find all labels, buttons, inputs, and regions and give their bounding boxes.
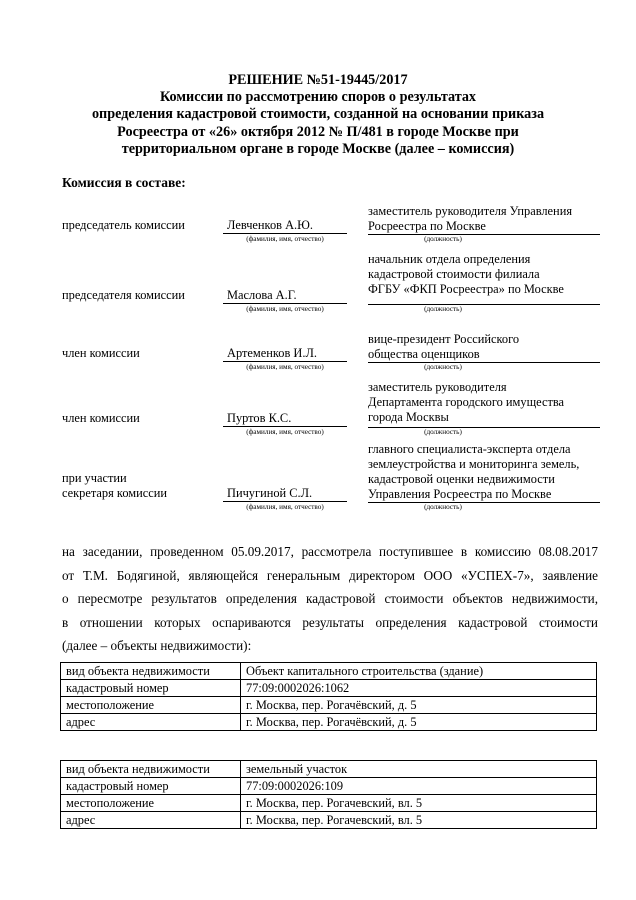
name-caption: (фамилия, имя, отчество) — [246, 363, 324, 371]
document-title: РЕШЕНИЕ №51-19445/2017 — [228, 72, 408, 88]
table-cell-value: 77:09:0002026:1062 — [241, 680, 597, 697]
table-cell-value: Объект капитального строительства (здание) — [241, 663, 597, 680]
document-header — [40, 72, 596, 158]
name-caption: (фамилия, имя, отчество) — [246, 235, 324, 243]
table-cell-value: земельный участок — [241, 761, 597, 778]
member-role: председателя комиссии — [62, 288, 185, 302]
table-row — [61, 778, 597, 795]
member-name: Пуртов К.С. — [223, 411, 347, 427]
member-post: начальник отдела определения кадастровой стоимости филиала ФГБУ «ФКП Росреестра» по Москве — [368, 252, 564, 296]
property-table — [60, 662, 597, 731]
member-name: Маслова А.Г. — [223, 288, 347, 304]
post-caption: (должность) — [424, 235, 462, 243]
table-cell-key: адрес — [61, 714, 241, 731]
property-table — [60, 760, 597, 829]
table-row — [61, 761, 597, 778]
table-row — [61, 795, 597, 812]
member-post: вице-президент Российского общества оценщиков — [368, 332, 520, 361]
table-cell-value: г. Москва, пер. Рогачевский, вл. 5 — [241, 812, 597, 829]
member-role: член комиссии — [62, 346, 140, 360]
table-cell-value: г. Москва, пер. Рогачёвский, д. 5 — [241, 714, 597, 731]
member-post: главного специалиста-эксперта отдела землеустройства и мониторинга земель, кадастровой оценки недвижимости Управления Росреестра по Москве — [368, 442, 580, 501]
member-post: заместитель руководителя Управления Росреестра по Москве — [368, 204, 573, 233]
header-line: Комиссии по рассмотрению споров о результатах — [159, 89, 477, 106]
table-row — [61, 697, 597, 714]
table-cell-value: 77:09:0002026:109 — [241, 778, 597, 795]
member-role: председатель комиссии — [62, 218, 185, 232]
body-paragraph: на заседании, проведенном 05.09.2017, рассмотрела поступившее в комиссию 08.08.2017 от Т.М. Бодягиной, являющейся генеральным директором ООО «УСПЕХ-7», заявление о пересмотре результатов определения кадастровой стоимости объектов недвижимости, в отношении которых оспариваются результаты определения кадастровой стоимости (далее – объекты недвижимости): — [62, 544, 598, 653]
header-line: территориальном органе в городе Москве (далее – комиссия) — [121, 140, 515, 157]
table-cell-key: вид объекта недвижимости — [61, 663, 241, 680]
table-cell-key: кадастровый номер — [61, 778, 241, 795]
member-role: член комиссии — [62, 411, 140, 425]
table-row — [61, 663, 597, 680]
post-caption: (должность) — [424, 363, 462, 371]
member-name: Пичугиной С.Л. — [223, 486, 347, 502]
table-cell-key: кадастровый номер — [61, 680, 241, 697]
table-cell-key: местоположение — [61, 795, 241, 812]
header-line: определения кадастровой стоимости, созданной на основании приказа — [91, 106, 545, 123]
post-caption: (должность) — [424, 428, 462, 436]
member-name: Левченков А.Ю. — [223, 218, 347, 234]
table-cell-key: вид объекта недвижимости — [61, 761, 241, 778]
name-caption: (фамилия, имя, отчество) — [246, 503, 324, 511]
table-row — [61, 714, 597, 731]
post-caption: (должность) — [424, 503, 462, 511]
table-cell-key: местоположение — [61, 697, 241, 714]
table-cell-value: г. Москва, пер. Рогачевский, вл. 5 — [241, 795, 597, 812]
name-caption: (фамилия, имя, отчество) — [246, 428, 324, 436]
table-cell-key: адрес — [61, 812, 241, 829]
name-caption: (фамилия, имя, отчество) — [246, 305, 324, 313]
commission-title: Комиссия в составе: — [62, 175, 186, 190]
member-post: заместитель руководителя Департамента городского имущества города Москвы — [368, 380, 565, 424]
member-name: Артеменков И.Л. — [223, 346, 347, 362]
table-row — [61, 812, 597, 829]
table-cell-value: г. Москва, пер. Рогачёвский, д. 5 — [241, 697, 597, 714]
table-row — [61, 680, 597, 697]
member-role: при участии секретаря комиссии — [62, 471, 168, 500]
header-line: Росреестра от «26» октября 2012 № П/481 в городе Москве при — [117, 123, 519, 140]
post-caption: (должность) — [424, 305, 462, 313]
